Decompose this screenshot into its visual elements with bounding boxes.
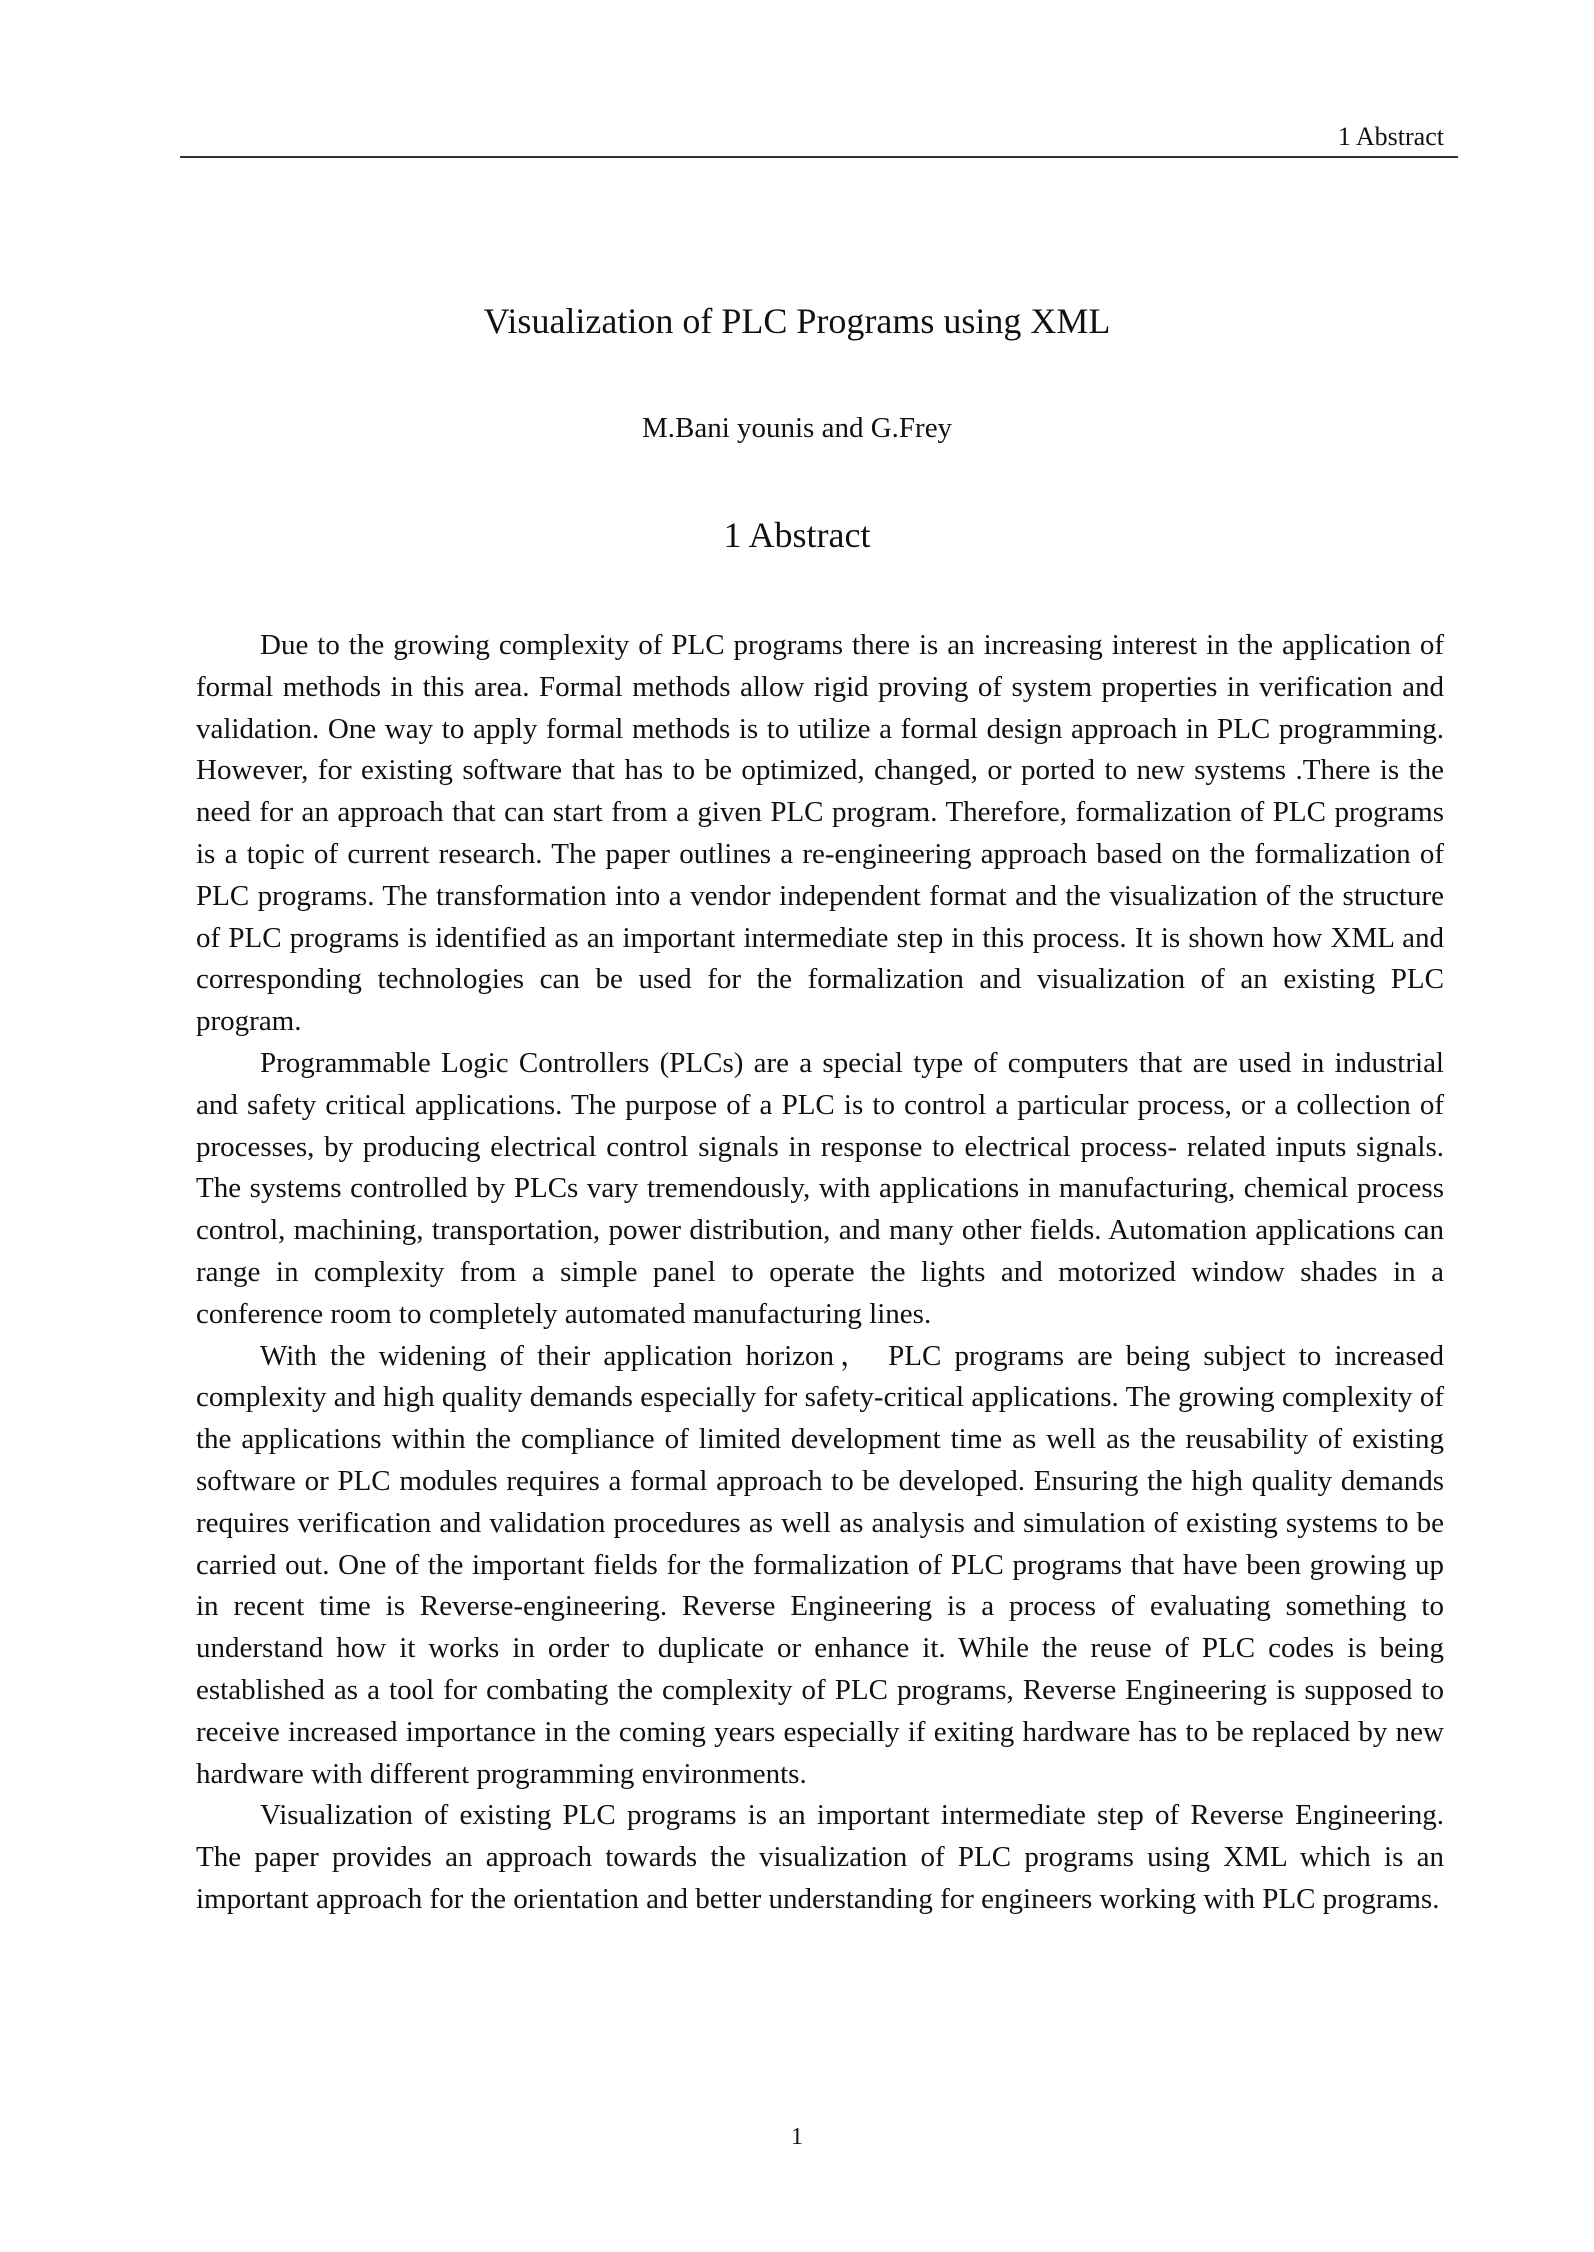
running-header bbox=[180, 118, 1458, 158]
paper-title: Visualization of PLC Programs using XML bbox=[483, 301, 1111, 341]
body-text bbox=[196, 625, 1444, 1921]
paragraph-visualization: Visualization of existing PLC programs is an important intermediate step of Reverse Engineering. The paper provides an approach towards the visualization of PLC programs using XML which is an important approach for the orientation and better understanding for engineers working with PLC programs. bbox=[196, 1799, 1444, 1915]
paragraph-plc-definition: Programmable Logic Controllers (PLCs) are a special type of computers that are used in industrial and safety critical applications. The purpose of a PLC is to control a particular process, or a collection of processes, by producing electrical control signals in response to electrical process- related inputs signals. The systems controlled by PLCs vary tremendously, with applications in manufacturing, chemical process control, machining, transportation, power distribution, and many other fields. Automation applications can range in complexity from a simple panel to operate the lights and motorized window shades in a conference room to completely automated manufacturing lines. bbox=[196, 1046, 1444, 1330]
page-number: 1 bbox=[791, 2124, 803, 2150]
running-header-text: 1 Abstract bbox=[1337, 122, 1444, 151]
paragraph-application-horizon: With the widening of their application horizon， PLC programs are being subject to increased complexity and high quality demands especially for safety-critical applications. The growing complexity of the applications within the compliance of limited development time as well as the reusability of existing software or PLC modules requires a formal approach to be developed. Ensuring the high quality demands requires verification and validation procedures as well as analysis and simulation of existing systems to be carried out. One of the important fields for the formalization of PLC programs that have been growing up in recent time is Reverse-engineering. Reverse Engineering is a process of evaluating something to understand how it works in order to duplicate or enhance it. While the reuse of PLC codes is being established as a tool for combating the complexity of PLC programs, Reverse Engineering is supposed to receive increased importance in the coming years especially if exiting hardware has to be replaced by new hardware with different programming environments. bbox=[196, 1339, 1444, 1790]
paragraph-abstract: Due to the growing complexity of PLC programs there is an increasing interest in the application of formal methods in this area. Formal methods allow rigid proving of system properties in verification and validation. One way to apply formal methods is to utilize a formal design approach in PLC programming. However, for existing software that has to be optimized, changed, or ported to new systems .There is the need for an approach that can start from a given PLC program. Therefore, formalization of PLC programs is a topic of current research. The paper outlines a re-engineering approach based on the formalization of PLC programs. The transformation into a vendor independent format and the visualization of the structure of PLC programs is identified as an important intermediate step in this process. It is shown how XML and corresponding technologies can be used for the formalization and visualization of an existing PLC program. bbox=[196, 629, 1444, 1038]
section-heading: 1 Abstract bbox=[723, 515, 871, 555]
paper-authors: M.Bani younis and G.Frey bbox=[641, 412, 953, 444]
